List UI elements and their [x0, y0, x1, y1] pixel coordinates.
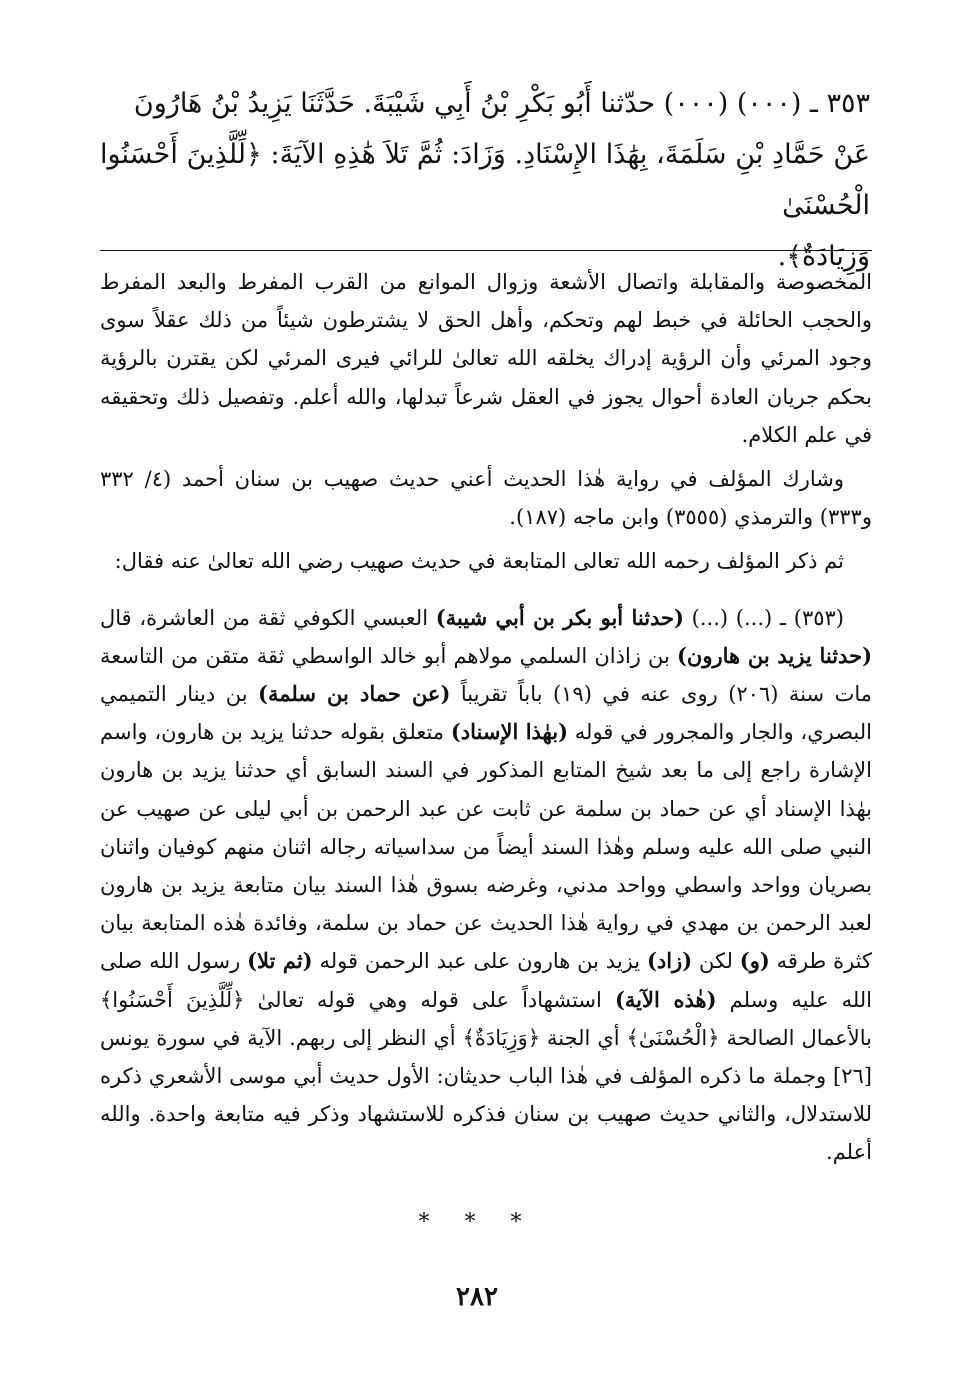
narrator-highlight: (زاد) — [646, 948, 693, 974]
narrator-highlight: (هٰذه الآية) — [614, 986, 717, 1012]
hadith-line: وَزِيَادَةٌ﴾. — [777, 241, 870, 272]
footnote-divider — [100, 250, 872, 251]
hadith-line: عَنْ حَمَّادِ بْنِ سَلَمَةَ، بِهَٰذَا الإِسْنَادِ. وَزَادَ: ثُمَّ تَلاَ هَٰذِهِ الآيَةَ: ﴿لِّلَّذِينَ أَحْسَنُوا الْحُسْنَىٰ — [100, 139, 870, 221]
hadith-text — [100, 78, 870, 282]
section-separator: * * * — [418, 1210, 536, 1235]
commentary-paragraph: (٣٥٣) ـ (...) (...) (حدثنا أبو بكر بن أبي شيبة) العبسي الكوفي ثقة من العاشرة، قال (حدثنا يزيد بن هارون) بن زاذان السلمي مولاهم أبو خالد الواسطي ثقة متقن من التاسعة مات سنة (٢٠٦) روى عنه في (١٩) باباً تقريباً (عن حماد بن سلمة) بن دينار التميمي البصري، والجار والمجرور في قوله (بهٰذا الإسناد) متعلق بقوله حدثنا يزيد بن هارون، واسم الإشارة راجع إلى ما بعد شيخ المتابع المذكور في السند السابق أي حدثنا يزيد بن هارون بهٰذا الإسناد أي عن حماد بن سلمة عن ثابت عن عبد الرحمن بن أبي ليلى عن صهيب عن النبي صلى الله عليه وسلم وهٰذا السند أيضاً من سداسياته رجاله اثنان منهم كوفيان واثنان بصريان وواحد واسطي وواحد مدني، وغرضه بسوق هٰذا السند بيان متابعة يزيد بن هارون لعبد الرحمن بن مهدي في رواية هٰذا الحديث عن حماد بن سلمة، وفائدة هٰذه المتابعة بيان كثرة طرقه (و) لكن (زاد) يزيد بن هارون على عبد الرحمن قوله (ثم تلا) رسول الله صلى الله عليه وسلم (هٰذه الآية) استشهاداً على قوله وهي قوله تعالىٰ ﴿لِّلَّذِينَ أَحْسَنُوا﴾ بالأعمال الصالحة ﴿الْحُسْنَىٰ﴾ أي الجنة ﴿وَزِيَادَةٌ﴾ أي النظر إلى ربهم. الآية في سورة يونس [٢٦] وجملة ما ذكره المؤلف في هٰذا الباب حديثان: الأول حديث أبي موسى الأشعري ذكره للاستدلال، والثاني حديث صهيب بن سنان فذكره للاستشهاد وذكر فيه متابعة واحدة. والله أعلم. — [100, 604, 873, 1165]
page-number: ٢٨٢ — [456, 1282, 498, 1312]
commentary — [100, 263, 872, 1172]
narrator-highlight: (ثم تلا) — [247, 948, 313, 974]
commentary-paragraph: ثم ذكر المؤلف رحمه الله تعالى المتابعة في حديث صهيب رضي الله تعالىٰ عنه فقال: — [114, 549, 844, 574]
narrator-highlight: (و) — [739, 948, 770, 974]
narrator-highlight: (بهٰذا الإسناد) — [450, 719, 569, 745]
narrator-highlight: (عن حماد بن سلمة) — [258, 681, 451, 707]
commentary-paragraph: المخصوصة والمقابلة واتصال الأشعة وزوال الموانع من القرب المفرط والبعد المفرط والحجب الحائلة في خبط لهم وتحكم، وأهل الحق لا يشترطون شيئاً من ذلك عقلاً سوى وجود المرئي وأن الرؤية إدراك يخلقه الله تعالىٰ للرائي فيرى المرئي لكن يقترن بالرؤية بحكم جريان العادة أحوال يجوز في العقل شرعاً تبدلها، والله أعلم. وتفصيل ذلك وتحقيقه في علم الكلام. — [100, 270, 872, 447]
hadith-line: ٣٥٣ ـ (٠٠٠) (٠٠٠) حدّثنا أَبُو بَكْرِ بْنُ أَبِي شَيْبَةَ. حَدَّثَنَا يَزِيدُ بْنُ هَارُونَ — [133, 88, 870, 119]
narrator-highlight: (حدثنا يزيد بن هارون) — [677, 642, 872, 668]
narrator-highlight: (حدثنا أبو بكر بن أبي شيبة) — [435, 604, 684, 630]
commentary-paragraph: وشارك المؤلف في رواية هٰذا الحديث أعني حديث صهيب بن سنان أحمد (٤/ ٣٣٢ و٣٣٣) والترمذي (٣٥٥٥) وابن ماجه (١٨٧). — [100, 467, 872, 530]
